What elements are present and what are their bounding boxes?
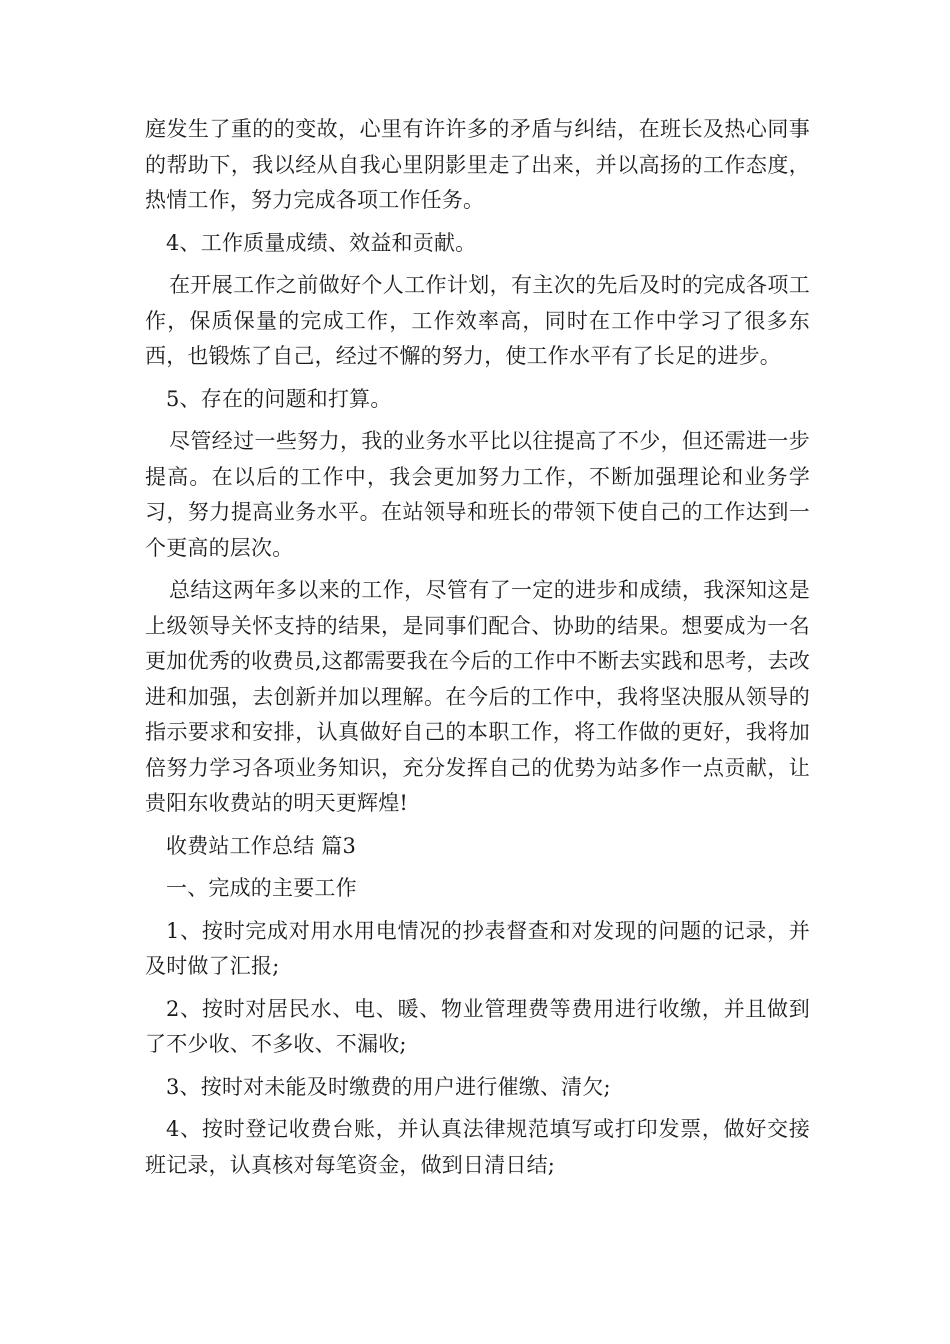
- paragraph-continuation: 庭发生了重的的变故，心里有许许多的矛盾与纠结，在班长及热心同事的帮助下，我以经从自我心里阴影里走了出来，并以高扬的工作态度，热情工作，努力完成各项工作任务。: [145, 117, 810, 212]
- section-heading-5: 5、存在的问题和打算。: [166, 386, 392, 411]
- list-item-1: 1、按时完成对用水用电情况的抄表督查和对发现的问题的记录，并及时做了汇报;: [145, 918, 810, 978]
- section-heading-4: 4、工作质量成绩、效益和贡献。: [166, 230, 477, 255]
- paragraph-work-quality: 在开展工作之前做好个人工作计划，有主次的先后及时的完成各项工作，保质保量的完成工作，工作效率高，同时在工作中学习了很多东西，也锻炼了自己，经过不懈的努力，使工作水平有了长足的进步。: [145, 273, 810, 368]
- list-item-4: 4、按时登记收费台账，并认真法律规范填写或打印发票，做好交接班记录，认真核对每笔资金，做到日清日结;: [145, 1117, 810, 1177]
- article-title-part3: 收费站工作总结 篇3: [166, 833, 357, 858]
- paragraph-problems-plans: 尽管经过一些努力，我的业务水平比以往提高了不少，但还需进一步提高。在以后的工作中，我会更加努力工作，不断加强理论和业务学习，努力提高业务水平。在站领导和班长的带领下使自己的工作达到一个更高的层次。: [145, 429, 810, 560]
- document-body: [145, 112, 810, 1190]
- list-item-3: 3、按时对未能及时缴费的用户进行催缴、清欠;: [166, 1074, 611, 1099]
- paragraph-summary: 总结这两年多以来的工作，尽管有了一定的进步和成绩，我深知这是上级领导关怀支持的结果，是同事们配合、协助的结果。想要成为一名更加优秀的收费员,这都需要我在今后的工作中不断去实践和思考，去改进和加强，去创新并加以理解。在今后的工作中，我将坚决服从领导的指示要求和安排，认真做好自己的本职工作，将工作做的更好，我将加倍努力学习各项业务知识，充分发挥自己的优势为站多作一点贡献，让贵阳东收费站的明天更辉煌!: [145, 578, 810, 815]
- list-item-2: 2、按时对居民水、电、暖、物业管理费等费用进行收缴，并且做到了不少收、不多收、不漏收;: [145, 996, 810, 1056]
- section-heading-main-work: 一、完成的主要工作: [166, 876, 357, 900]
